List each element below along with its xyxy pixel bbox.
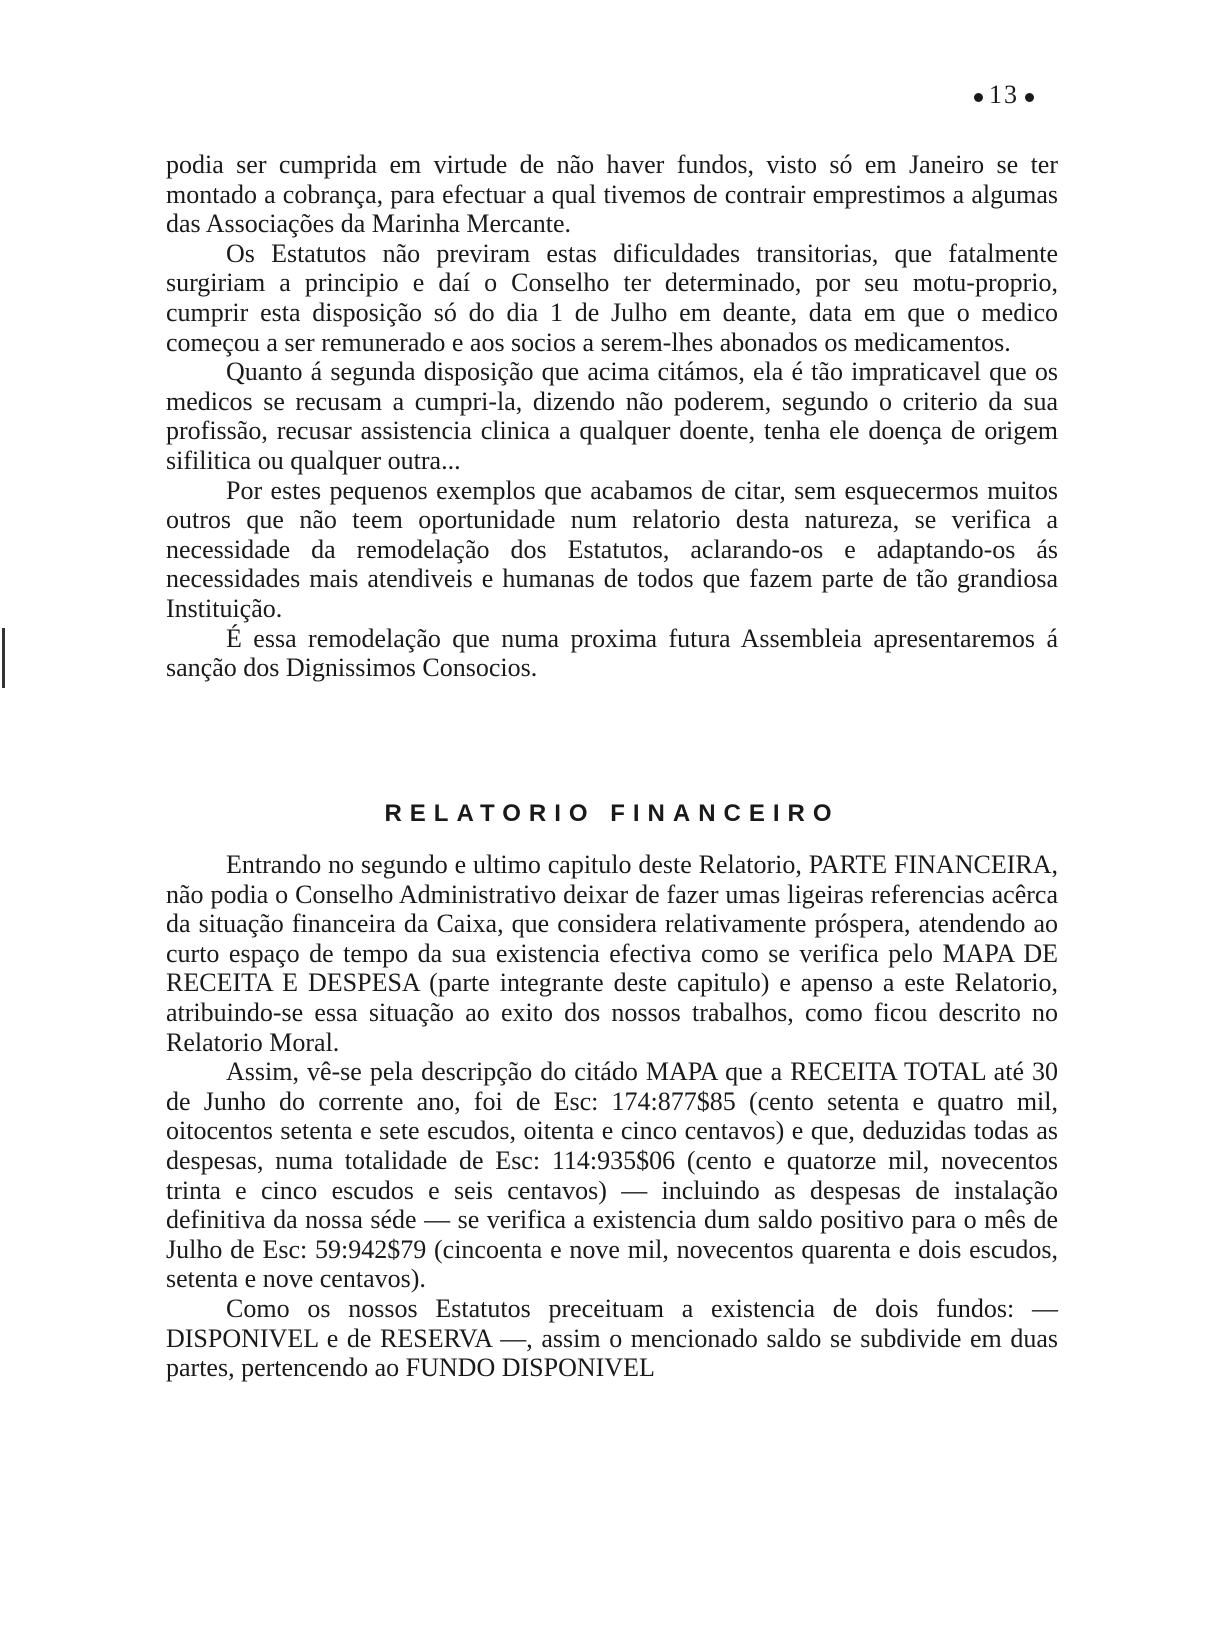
bullet-dot-right — [1025, 93, 1034, 102]
paragraph: Como os nossos Estatutos preceituam a existencia de dois fundos: — DISPONIVEL e de RESERVA —, assim o mencionado saldo se subdivide em duas partes, pertencendo ao FUNDO DISPONIVEL — [166, 1293, 1058, 1383]
margin-mark — [2, 628, 5, 688]
bullet-dot-left — [974, 93, 983, 102]
body-text-part1 — [166, 150, 1058, 683]
paragraph: É essa remodelação que numa proxima futura Assembleia apresentaremos á sanção dos Dignissimos Consocios. — [166, 623, 1058, 683]
paragraph: Quanto á segunda disposição que acima citámos, ela é tão impraticavel que os medicos se recusam a cumpri-la, dizendo não poderem, segundo o criterio da sua profissão, recusar assistencia clinica a qualquer doente, tenha ele doença de origem sifilitica ou qualquer outra... — [166, 357, 1058, 475]
section-heading: RELATORIO FINANCEIRO — [384, 800, 840, 827]
page-number-text: 13 — [989, 80, 1019, 109]
paragraph: Assim, vê-se pela descripção do citádo MAPA que a RECEITA TOTAL até 30 de Junho do corrente ano, foi de Esc: 174:877$85 (cento setenta e quatro mil, oitocentos setenta e sete escudos, oitenta e cinco centavos) e que, deduzidas todas as despesas, numa totalidade de Esc: 114:935$06 (cento e quatorze mil, novecentos trinta e cinco escudos e seis centavos) — incluindo as despesas de instalação definitiva da nossa séde — se verifica a existencia dum saldo positivo para o mês de Julho de Esc: 59:942$79 (cincoenta e nove mil, novecentos quarenta e dois escudos, setenta e nove centavos). — [166, 1057, 1058, 1294]
paragraph: Os Estatutos não previram estas dificuldades transitorias, que fatalmente surgiriam a principio e daí o Conselho ter determinado, por seu motu-proprio, cumprir esta disposição só do dia 1 de Julho em deante, data em que o medico começou a ser remunerado e aos socios a serem-lhes abonados os medicamentos. — [166, 238, 1058, 357]
paragraph: Entrando no segundo e ultimo capitulo deste Relatorio, PARTE FINANCEIRA, não podia o Conselho Administrativo deixar de fazer umas ligeiras referencias acêrca da situação financeira da Caixa, que considera relativamente próspera, atendendo ao curto espaço de tempo da sua existencia efectiva como se verifica pelo MAPA DE RECEITA E DESPESA (parte integrante deste capitulo) e apenso a este Relatorio, atribuindo-se essa situação ao exito dos nossos trabalhos, como ficou descrito no Relatorio Moral. — [166, 850, 1058, 1057]
page-number — [968, 80, 1040, 110]
paragraph: Por estes pequenos exemplos que acabamos de citar, sem esquecermos muitos outros que não teem oportunidade num relatorio desta natureza, se verifica a necessidade da remodelação dos Estatutos, aclarando-os e adaptando-os ás necessidades mais atendiveis e humanas de todos que fazem parte de tão grandiosa Instituição. — [166, 475, 1058, 623]
paragraph-continued: podia ser cumprida em virtude de não haver fundos, visto só em Janeiro se ter montado a cobrança, para efectuar a qual tivemos de contrair emprestimos a algumas das Associações da Marinha Mercante. — [166, 150, 1058, 239]
body-text-part2 — [166, 850, 1058, 1383]
